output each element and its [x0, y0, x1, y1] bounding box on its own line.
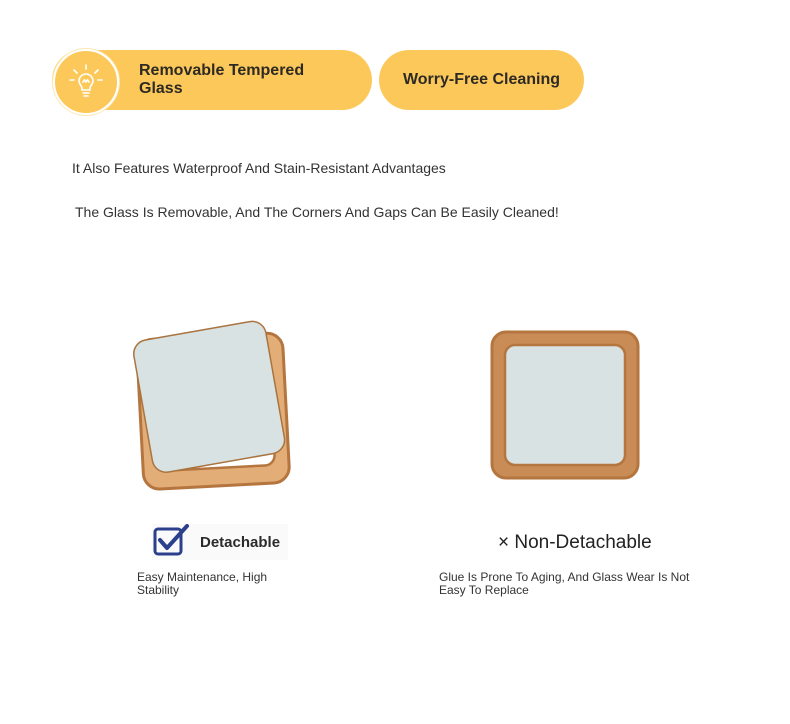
non-detachable-title: × Non-Detachable	[498, 532, 652, 553]
description-line-waterproof: It Also Features Waterproof And Stain-Resistant Advantages	[72, 160, 446, 176]
detachable-title: Detachable	[200, 533, 281, 551]
feature-pill-removable-glass	[52, 50, 372, 110]
feature-pill-label: Removable Tempered Glass	[139, 62, 305, 97]
non-detachable-label	[498, 530, 652, 556]
non-detachable-frame-illustration	[486, 326, 646, 486]
detachable-frame-illustration	[130, 318, 300, 498]
detachable-subtitle: Easy Maintenance, High Stability	[137, 570, 268, 597]
lightbulb-icon	[53, 49, 119, 115]
checkbox-check-icon	[152, 523, 190, 562]
feature-pill-worry-free-cleaning	[379, 50, 584, 110]
feature-pill-label: Worry-Free Cleaning	[402, 71, 561, 88]
description-line-removable: The Glass Is Removable, And The Corners And Gaps Can Be Easily Cleaned!	[75, 204, 559, 220]
non-detachable-subtitle: Glue Is Prone To Aging, And Glass Wear Is Not Easy To Replace	[439, 570, 690, 597]
detachable-label	[152, 524, 288, 560]
